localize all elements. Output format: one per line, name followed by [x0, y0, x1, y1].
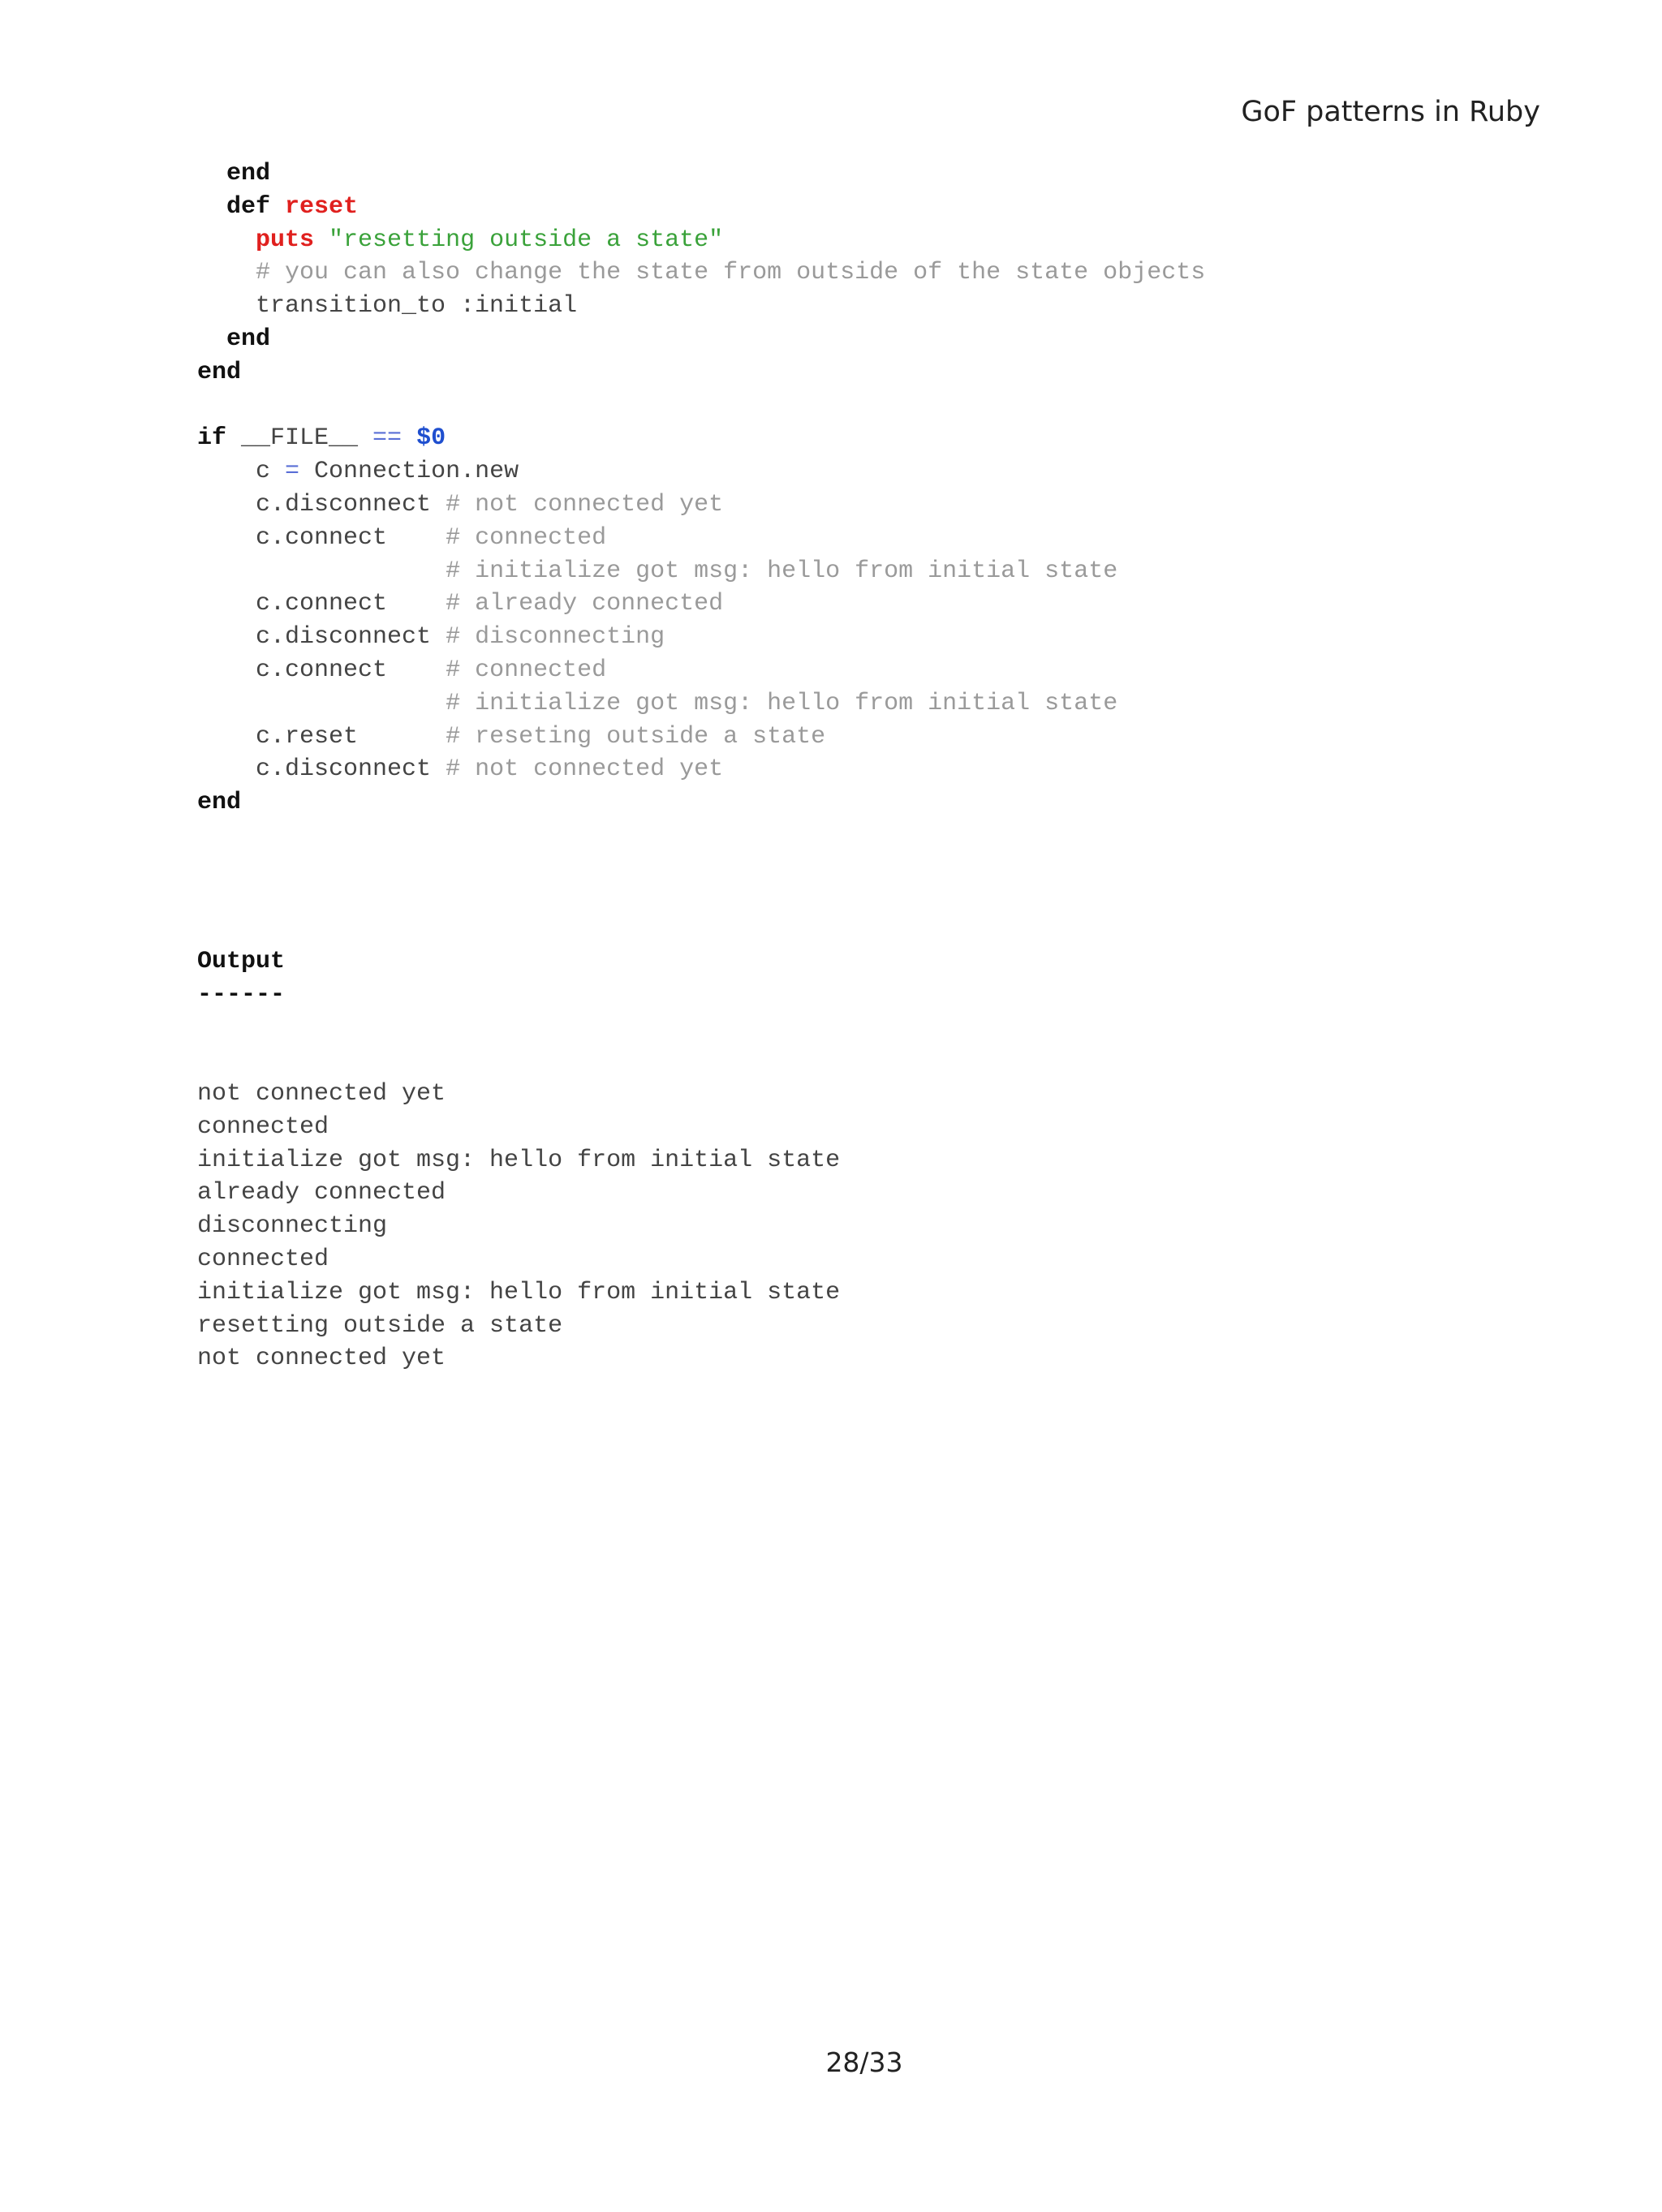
code-token: # connected [446, 656, 607, 684]
code-token: if [197, 424, 227, 453]
output-line: initialize got msg: hello from initial state [197, 1278, 841, 1306]
code-token: c.connect [197, 590, 446, 618]
code-line [197, 654, 1205, 687]
code-token: $0 [416, 424, 446, 453]
code-token: __FILE__ [226, 424, 373, 453]
code-token [197, 160, 226, 187]
code-token: end [226, 325, 271, 353]
code-token: puts [256, 226, 315, 254]
code-line [197, 157, 1205, 191]
code-line [197, 555, 1205, 588]
code-line [197, 356, 1205, 389]
code-token: # you can also change the state from outside of the state objects [256, 259, 1206, 287]
output-line: disconnecting [197, 1212, 388, 1241]
code-token: c.connect [197, 523, 446, 552]
output-line: connected [197, 1245, 329, 1273]
output-heading-label: Output [197, 948, 286, 975]
page-number: 28/33 [825, 2046, 903, 2078]
code-line [197, 753, 1205, 786]
code-token: # not connected yet [446, 755, 724, 784]
code-line [197, 323, 1205, 356]
code-line [197, 786, 1205, 820]
output-heading-underline: ------ [197, 980, 286, 1009]
code-line [197, 587, 1205, 621]
code-token: # disconnecting [446, 623, 665, 652]
code-token: end [197, 358, 242, 386]
output-line: connected [197, 1112, 329, 1141]
code-token [197, 690, 446, 717]
code-token: # connected [446, 523, 607, 552]
code-line [197, 191, 1205, 224]
code-token [314, 226, 329, 254]
code-token [402, 424, 416, 452]
code-token: # initialize got msg: hello from initial state [446, 689, 1118, 717]
code-line [197, 455, 1205, 488]
code-line [197, 389, 1205, 423]
code-token: c [197, 458, 286, 486]
code-line [197, 687, 1205, 721]
code-line [197, 422, 1205, 455]
code-line [197, 290, 1205, 323]
code-token: c.connect [197, 656, 446, 684]
code-token: end [226, 160, 271, 187]
code-line [197, 256, 1205, 290]
output-line: not connected yet [197, 1345, 446, 1373]
code-token: c.reset [197, 722, 446, 751]
code-token: # reseting outside a state [446, 722, 826, 751]
code-token: c.disconnect [197, 623, 446, 652]
code-token: Connection.new [299, 458, 519, 486]
code-token: end [197, 789, 242, 817]
code-token: c.disconnect [197, 755, 446, 784]
code-token: # already connected [446, 590, 724, 618]
code-line [197, 224, 1205, 257]
page-header-title: GoF patterns in Ruby [1241, 96, 1540, 128]
output-block [197, 1078, 840, 1375]
code-token [197, 193, 226, 221]
output-line: not connected yet [197, 1080, 446, 1108]
code-line [197, 721, 1205, 754]
code-token [197, 557, 446, 585]
code-token [197, 226, 256, 254]
code-token [270, 193, 285, 221]
output-line: initialize got msg: hello from initial state [197, 1146, 841, 1174]
code-token: reset [285, 192, 359, 221]
code-token: == [372, 424, 403, 453]
code-token: # initialize got msg: hello from initial state [446, 557, 1118, 585]
output-heading [197, 945, 285, 1012]
code-token [197, 325, 226, 353]
code-line [197, 488, 1205, 522]
code-token: c.disconnect [197, 490, 446, 519]
code-token [197, 259, 256, 286]
code-line [197, 522, 1205, 555]
code-token: # not connected yet [446, 490, 724, 519]
code-block [197, 157, 1205, 820]
output-line: resetting outside a state [197, 1311, 563, 1340]
code-token: def [226, 192, 271, 221]
output-line: already connected [197, 1179, 446, 1207]
code-token: "resetting outside a state" [329, 226, 724, 254]
code-token: transition_to :initial [197, 292, 578, 321]
code-line [197, 621, 1205, 654]
code-token: = [285, 458, 300, 486]
